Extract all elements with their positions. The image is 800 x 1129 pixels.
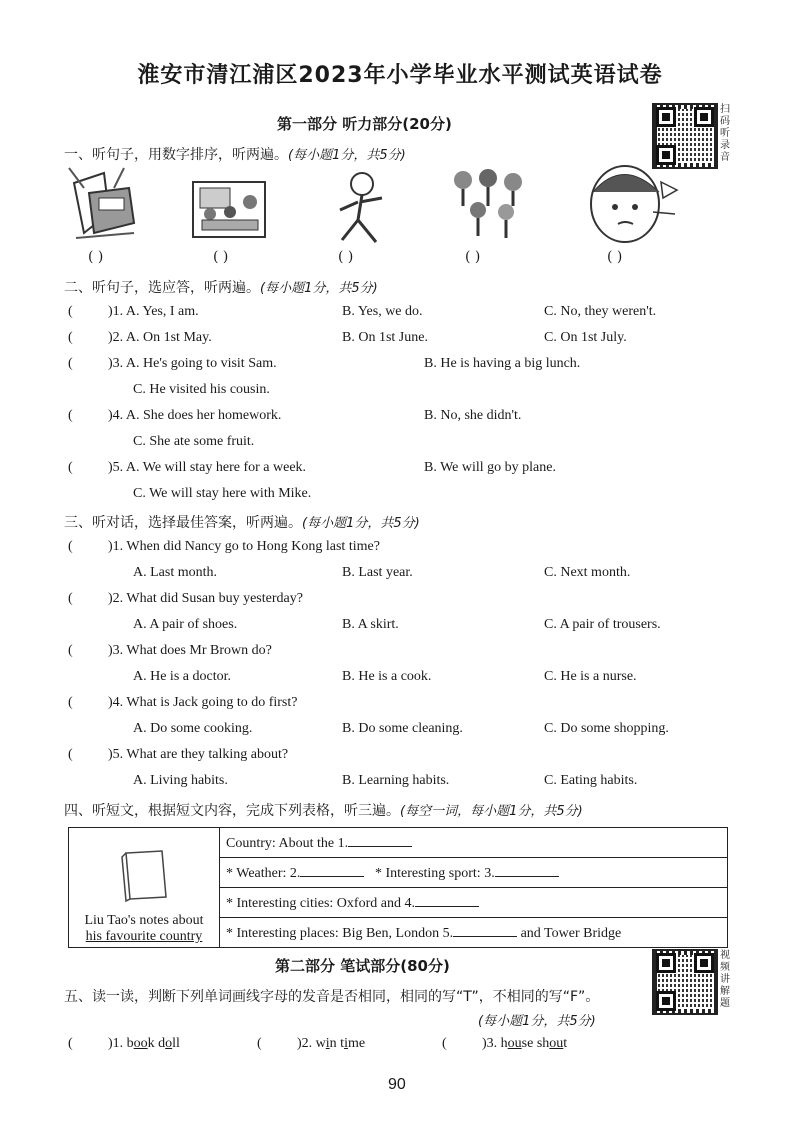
question-option-b: B. On 1st June. [342, 330, 428, 345]
picture-answer-blank[interactable]: ( ) [338, 249, 354, 265]
question-text: )2. What did Susan buy yesterday? [108, 591, 303, 606]
notes-label-line1: Liu Tao's notes about [84, 913, 204, 928]
question-option-a: )5. A. We will stay here for a week. [108, 460, 307, 475]
question-text: )1. When did Nancy go to Hong Kong last time? [108, 539, 380, 554]
notes-row-places: * Interesting places: Big Ben, London 5. and Tower Bridge [220, 918, 728, 948]
answer-blank[interactable] [415, 894, 479, 907]
question-option-c: C. A pair of trousers. [544, 617, 661, 632]
page-number: 90 [388, 1076, 406, 1093]
section-four-heading: 四、听短文，根据短文内容，完成下列表格，听三遍。(每空一词，每小题1分，共5分) [64, 803, 583, 819]
section-two-heading: 二、听句子，选应答，听两遍。(每小题1分，共5分) [64, 280, 378, 296]
picture-answer-blank[interactable]: ( ) [465, 249, 481, 265]
question-option-c: C. Eating habits. [544, 773, 638, 788]
notes-row-cities: * Interesting cities: Oxford and 4. [220, 888, 728, 918]
question-option-c: C. He visited his cousin. [133, 382, 270, 397]
train-icon [64, 163, 142, 245]
question-option-b: B. He is having a big lunch. [424, 356, 581, 371]
answer-paren[interactable]: ( [68, 356, 73, 371]
question-option-a: A. A pair of shoes. [133, 617, 238, 632]
answer-paren[interactable]: ( [442, 1036, 447, 1051]
question-option-c: C. Do some shopping. [544, 721, 669, 736]
question-option-b: B. Do some cleaning. [342, 721, 463, 736]
word-pair: )3. house shout [482, 1036, 568, 1051]
notes-label-cell [69, 828, 220, 948]
answer-paren[interactable]: ( [68, 408, 73, 423]
part-one-heading: 第一部分 听力部分(20分) [277, 115, 452, 133]
answer-blank[interactable] [495, 864, 559, 877]
running-boy-icon [330, 170, 388, 250]
answer-paren[interactable]: ( [68, 747, 73, 762]
picture-answer-blank[interactable]: ( ) [88, 249, 104, 265]
question-option-b: B. He is a cook. [342, 669, 432, 684]
children-group-icon [448, 166, 534, 246]
question-option-b: B. Yes, we do. [342, 304, 423, 319]
question-option-c: C. Next month. [544, 565, 631, 580]
question-option-a: )4. A. She does her homework. [108, 408, 282, 423]
answer-paren[interactable]: ( [257, 1036, 262, 1051]
qr-code-icon[interactable] [652, 949, 718, 1015]
answer-paren[interactable]: ( [68, 539, 73, 554]
picture-answer-blank[interactable]: ( ) [213, 249, 229, 265]
answer-paren[interactable]: ( [68, 643, 73, 658]
answer-paren[interactable]: ( [68, 591, 73, 606]
question-option-c: C. We will stay here with Mike. [133, 486, 312, 501]
question-option-c: C. No, they weren't. [544, 304, 657, 319]
question-option-a: )1. A. Yes, I am. [108, 304, 199, 319]
qr-label: 扫码听录音 [720, 104, 730, 163]
classroom-icon [188, 172, 272, 248]
answer-paren[interactable]: ( [68, 695, 73, 710]
answer-blank[interactable] [453, 924, 517, 937]
exam-title: 淮安市清江浦区2023年小学毕业水平测试英语试卷 [137, 63, 663, 88]
question-option-c: C. On 1st July. [544, 330, 627, 345]
section-one-heading: 一、听句子，用数字排序，听两遍。(每小题1分，共5分) [64, 147, 406, 163]
question-option-a: A. Do some cooking. [133, 721, 253, 736]
word-pair: )2. win time [297, 1036, 366, 1051]
notes-label-line2: his favourite country [85, 929, 203, 944]
word-pair: )1. book doll [108, 1036, 180, 1051]
section-five-points: (每小题1分，共5分) [478, 1014, 596, 1029]
question-option-b: B. No, she didn't. [424, 408, 522, 423]
question-option-a: A. Last month. [133, 565, 217, 580]
notes-row-country: Country: About the 1. [220, 828, 728, 858]
question-text: )4. What is Jack going to do first? [108, 695, 298, 710]
answer-paren[interactable]: ( [68, 460, 73, 475]
notes-row-weather: * Weather: 2. * Interesting sport: 3. [220, 858, 728, 888]
question-option-b: B. Last year. [342, 565, 413, 580]
part-two-heading: 第二部分 笔试部分(80分) [275, 957, 450, 975]
answer-blank[interactable] [348, 834, 412, 847]
notes-table [68, 827, 728, 948]
picture-answer-blank[interactable]: ( ) [607, 249, 623, 265]
answer-paren[interactable]: ( [68, 304, 73, 319]
section-three-heading: 三、听对话，选择最佳答案，听两遍。(每小题1分，共5分) [64, 515, 420, 531]
question-option-a: )3. A. He's going to visit Sam. [108, 356, 277, 371]
question-option-b: B. A skirt. [342, 617, 399, 632]
question-option-a: )2. A. On 1st May. [108, 330, 212, 345]
question-option-a: A. He is a doctor. [133, 669, 231, 684]
notebook-icon [114, 847, 174, 903]
question-option-b: B. We will go by plane. [424, 460, 556, 475]
qr-label: 视频讲解题 [720, 950, 730, 1009]
question-option-c: C. He is a nurse. [544, 669, 637, 684]
question-text: )3. What does Mr Brown do? [108, 643, 272, 658]
qr-code-icon[interactable] [652, 103, 718, 169]
answer-paren[interactable]: ( [68, 1036, 73, 1051]
answer-blank[interactable] [300, 864, 364, 877]
thinking-boy-icon [583, 162, 681, 252]
section-five-heading: 五、读一读，判断下列单词画线字母的发音是否相同，相同的写“T”，不相同的写“F”。 [64, 989, 600, 1005]
question-text: )5. What are they talking about? [108, 747, 289, 762]
question-option-b: B. Learning habits. [342, 773, 450, 788]
question-option-c: C. She ate some fruit. [133, 434, 255, 449]
answer-paren[interactable]: ( [68, 330, 73, 345]
question-option-a: A. Living habits. [133, 773, 228, 788]
